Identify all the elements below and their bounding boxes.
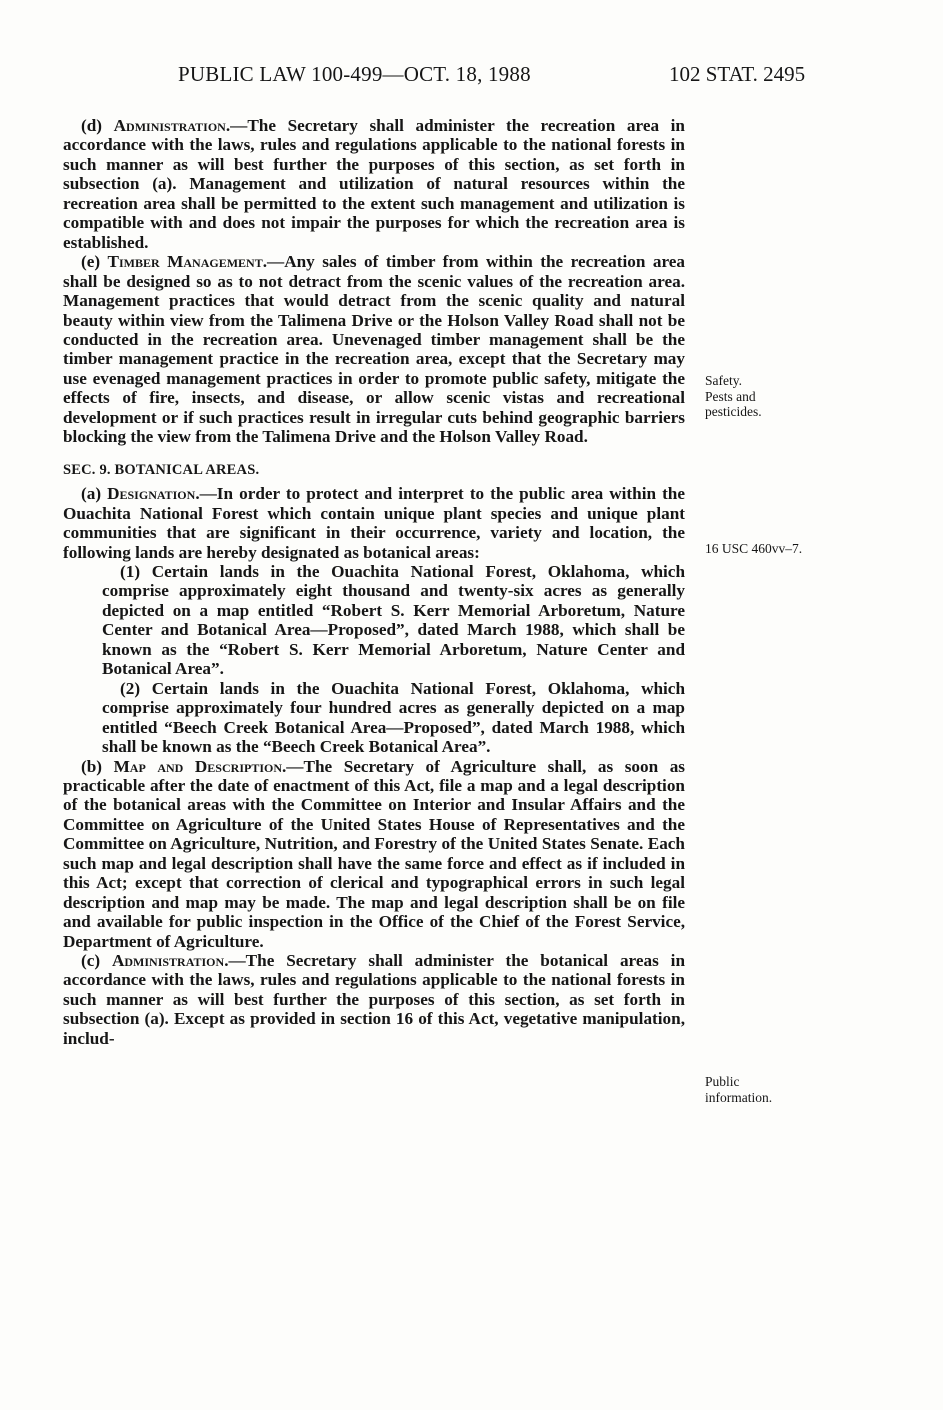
margin-note-pests-2: pesticides. <box>705 404 762 419</box>
list-item-2: (2) Certain lands in the Ouachita National Forest, Oklahoma, which comprise approximately four hundred acres as generally depicted on a map entitled “Beech Creek Botanical Area—Proposed”, dated March 1988, which shall be known as the “Beech Creek Botanical Area”. <box>102 678 685 757</box>
margin-note-public-1: Public <box>705 1074 740 1089</box>
heading-map-and-description: Map and Description <box>113 756 282 776</box>
heading-timber-management: Timber Management <box>107 252 263 272</box>
section-9-heading: SEC. 9. BOTANICAL AREAS. <box>63 461 260 478</box>
heading-designation: Designation <box>107 484 196 504</box>
paragraph-e: (e) Timber Management.—Any sales of timber from within the recreation area shall be designed so as to not detract from the scenic values of the recreation area. Management practices that would detract from the scenic quality and natural beauty within view from the Talimena Drive or the Holson Valley Road shall not be conducted in the recreation area. Unevenaged timber management shall be the timber management practice in the recreation area, except that the Secretary may use evenaged management practices in order to promote public safety, mitigate the effects of fire, insects, and disease, or allow scenic vistas and recreational development or if such practices result in irregular cuts behind geographic barriers blocking the view from the Talimena Drive and the Holson Valley Road. <box>63 252 685 447</box>
margin-note-usc: 16 USC 460vv–7. <box>705 541 803 556</box>
paragraph-d: (d) Administration.—The Secretary shall administer the recreation area in accordance with the laws, rules and regulations applicable to the national forests in such manner as will best further the purposes of this section, as set forth in subsection (a). Management and utilization of natural resources within the recreation area shall be permitted to the extent such management and utilization is compatible with and does not impair the purposes for which the recreation area is established. <box>63 116 685 252</box>
page-header-title: PUBLIC LAW 100-499—OCT. 18, 1988 <box>178 62 531 86</box>
heading-administration-9c: Administration <box>111 951 225 971</box>
paragraph-9a: (a) Designation.—In order to protect and interpret to the public area within the Ouachita National Forest which contain unique plant species and unique plant communities that are significant in their occurrence, variety and location, the following lands are hereby designated as botanical areas: <box>63 484 685 562</box>
margin-note-safety: Safety. <box>705 373 742 388</box>
paragraph-9c: (c) Administration.—The Secretary shall administer the botanical areas in accordance with the laws, rules and regulations applicable to the national forests in such manner as will best further the purposes of this section, as set forth in subsection (a). Except as provided in section 16 of this Act, vegetative manipulation, includ- <box>63 951 686 1048</box>
list-item-1: (1) Certain lands in the Ouachita National Forest, Oklahoma, which comprise approximately eight thousand and twenty-six acres as generally depicted on a map entitled “Robert S. Kerr Memorial Arboretum, Nature Center and Botanical Area—Proposed”, dated March 1988, which shall be known as the “Robert S. Kerr Memorial Arboretum, Nature Center and Botanical Area”. <box>102 561 685 679</box>
heading-administration: Administration <box>113 116 226 135</box>
margin-note-public-2: information. <box>705 1090 773 1105</box>
page-header-stat: 102 STAT. 2495 <box>669 62 806 86</box>
body-text <box>63 116 685 1048</box>
margin-note-pests-1: Pests and <box>705 389 756 404</box>
paragraph-9b: (b) Map and Description.—The Secretary of Agriculture shall, as soon as practicable after the date of enactment of this Act, file a map and a legal description of the botanical areas with the Committee on Interior and Insular Affairs and the Committee on Agriculture of the United States House of Representatives and the Committee on Agriculture, Nutrition, and Forestry of the United States Senate. Each such map and legal description shall have the same force and effect as if included in this Act; except that correction of clerical and typographical errors in such legal description and map may be made. The map and legal description shall be on file and available for public inspection in the Office of the Chief of the Forest Service, Department of Agriculture. <box>63 756 685 951</box>
